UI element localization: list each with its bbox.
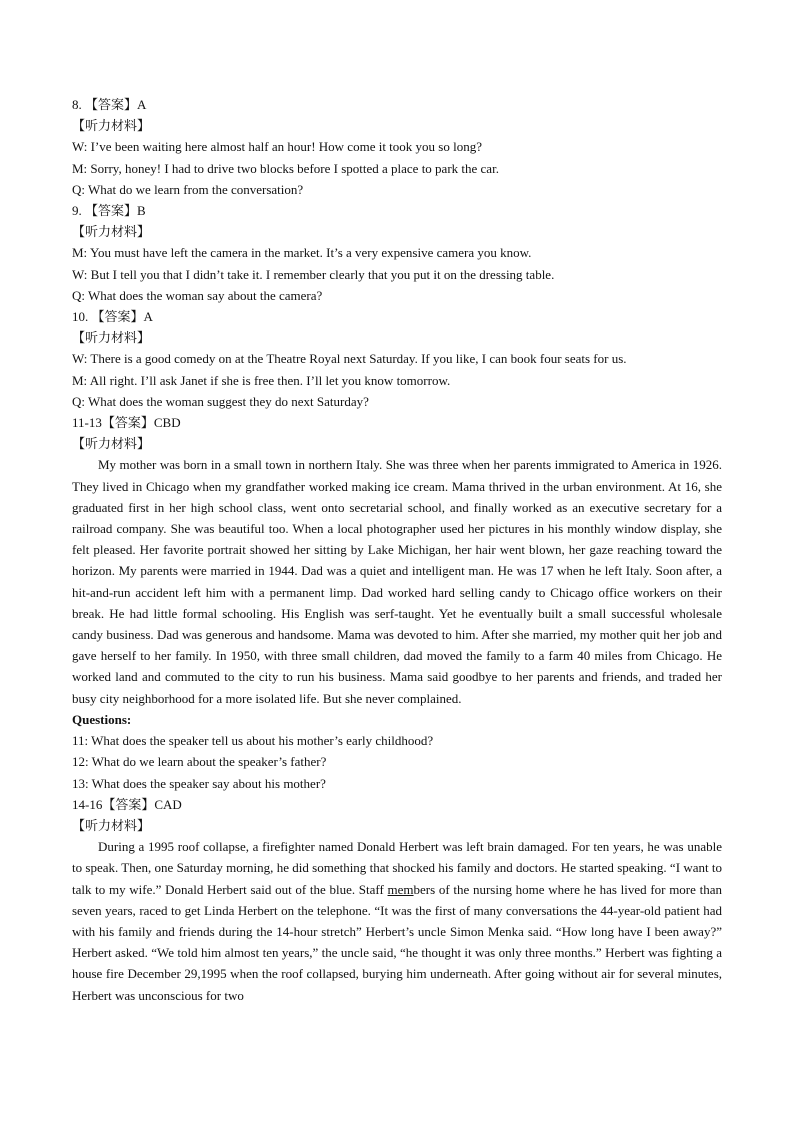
q14-16-passage-part1: During a 1995 roof collapse, a firefighter named Donald Herbert was left brain damaged. For ten years, he was unable to speak. Then, one Saturday morning, he did something that shocked his family and doctors. He started speaking. “I want to talk to my wife.” Donald Herbert said out of the blue. Staff [72, 839, 722, 897]
q9-line-3: Q: What does the woman say about the camera? [72, 287, 323, 303]
q9-line-1: M: You must have left the camera in the market. It’s a very expensive camera you know. [72, 245, 532, 261]
q8-material-label: 【听力材料】 [72, 118, 151, 134]
question-12: 12: What do we learn about the speaker’s father? [72, 754, 327, 770]
document-page [72, 94, 722, 1006]
q14-16-answer: 14-16【答案】CAD [72, 796, 182, 812]
q10-material-label: 【听力材料】 [72, 330, 151, 346]
q10-line-2: M: All right. I’ll ask Janet if she is free then. I’ll let you know tomorrow. [72, 372, 451, 388]
q8-line-2: M: Sorry, honey! I had to drive two blocks before I spotted a place to park the car. [72, 160, 499, 176]
q14-16-passage-part2: bers of the nursing home where he has lived for more than seven years, raced to get Linda Herbert on the telephone. “It was the first of many conversations the 44-year-old patient had with his family and friends during the 14-hour stretch” Herbert’s uncle Simon Menka said. “How long have I been away?” Herbert asked. “We told him almost ten years,” the uncle said, “he thought it was only three months.” Herbert was fighting a house fire December 29,1995 when the roof collapsed, burying him underneath. After going without air for several minutes, Herbert was unconscious for two [72, 881, 722, 1003]
q14-16-material-label: 【听力材料】 [72, 817, 151, 833]
q14-16-passage [72, 836, 722, 1006]
q11-13-answer: 11-13【答案】CBD [72, 415, 181, 431]
q10-line-1: W: There is a good comedy on at the Theatre Royal next Saturday. If you like, I can book four seats for us. [72, 351, 627, 367]
q8-line-3: Q: What do we learn from the conversation? [72, 181, 304, 197]
q9-answer: 9. 【答案】B [72, 203, 146, 219]
q9-material-label: 【听力材料】 [72, 224, 151, 240]
question-13: 13: What does the speaker say about his mother? [72, 775, 326, 791]
underlined-text: mem [387, 881, 414, 897]
q8-answer: 8. 【答案】A [72, 97, 147, 112]
q9-line-2: W: But I tell you that I didn’t take it. I remember clearly that you put it on the dressing table. [72, 266, 555, 282]
questions-heading: Questions: [72, 711, 132, 727]
q8-line-1: W: I’ve been waiting here almost half an hour! How come it took you so long? [72, 139, 482, 155]
q11-13-passage: My mother was born in a small town in northern Italy. She was three when her parents immigrated to America in 1926. They lived in Chicago when my grandfather worked making ice cream. Mama thrived in the urban environment. At 16, she graduated first in her high school class, went onto secretarial school, and finally worked as an executive secretary for a railroad company. She was beautiful too. When a local photographer used her pictures in his monthly window display, she felt pleased. Her favorite portrait showed her sitting by Lake Michigan, her hair went blown, her gaze reaching toward the horizon. My parents were married in 1944. Dad was a quiet and intelligent man. He was 17 when he left Italy. Soon after, a hit-and-run accident left him with a permanent limp. Dad worked hard selling candy to Chicago office workers on their break. He had little formal schooling. His English was serf-taught. Yet he eventually built a small successful wholesale candy business. Dad was generous and handsome. Mama was devoted to him. After she married, my mother quit her job and gave herself to her family. In 1950, with three small children, dad moved the family to a farm 40 miles from Chicago. He worked land and commuted to the city to run his business. Mama said goodbye to her parents and friends, and traded her busy city neighborhood for a more isolated life. But she never complained. [72, 457, 722, 706]
question-11: 11: What does the speaker tell us about his mother’s early childhood? [72, 733, 434, 749]
q10-line-3: Q: What does the woman suggest they do next Saturday? [72, 393, 369, 409]
q10-answer: 10. 【答案】A [72, 309, 153, 325]
q11-13-material-label: 【听力材料】 [72, 436, 151, 452]
